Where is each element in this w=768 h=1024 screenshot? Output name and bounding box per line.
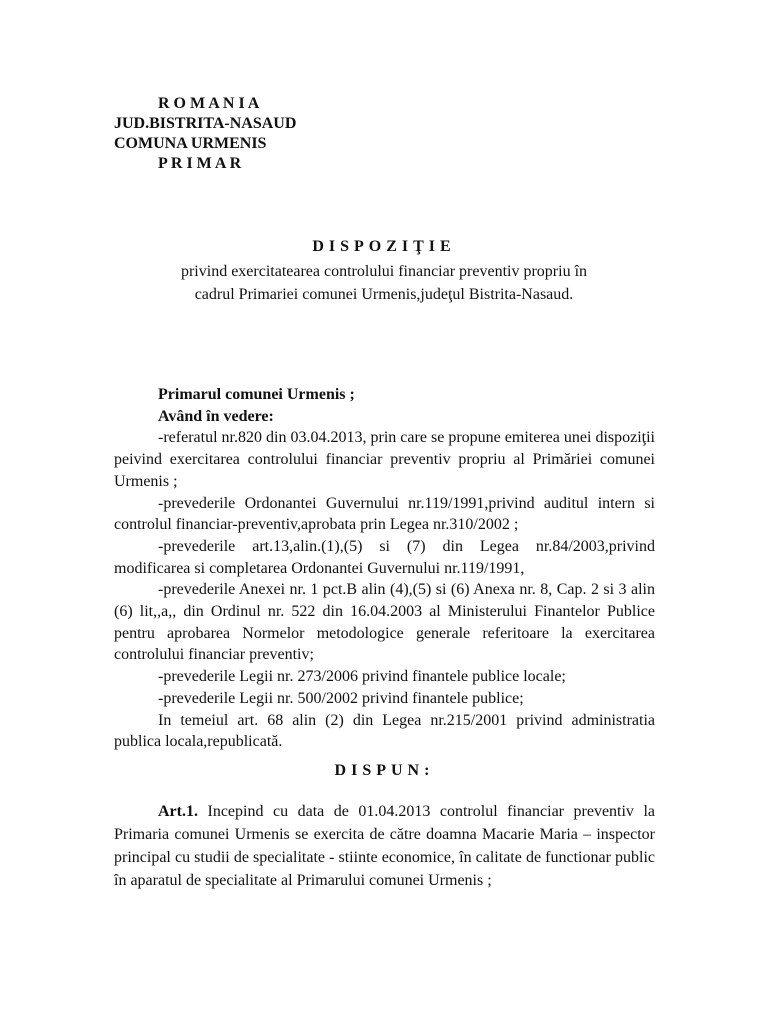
- document-title: DISPOZIŢIE: [312, 238, 456, 255]
- header-office: P R I M A R: [158, 155, 242, 172]
- considering-line: Având în vedere:: [158, 407, 274, 425]
- preamble: [114, 384, 655, 753]
- header-commune: COMUNA URMENIS: [114, 135, 267, 152]
- preamble-item: -prevederile art.13,alin.(1),(5) si (7) din Legea nr.84/2003,privind modificarea si completarea Ordonantei Guvernului nr.119/1991,: [114, 537, 655, 577]
- subtitle-line-1: privind exercitatearea controlului financiar preventiv propriu în: [180, 263, 588, 280]
- article-1-text: Incepind cu data de 01.04.2013 controlul financiar preventiv la Primaria comunei Urmenis se exercita de către doamna Macarie Maria – inspector principal cu studii de specialitate - stiinte economice, în calitate de functionar public în aparatul de specialitate al Primarului comunei Urmenis ;: [114, 803, 655, 889]
- issuer-line: Primarul comunei Urmenis ;: [158, 386, 355, 403]
- document-subtitle: [114, 260, 654, 306]
- article-1: [114, 800, 655, 892]
- preamble-item: -prevederile Anexei nr. 1 pct.B alin (4),(5) si (6) Anexa nr. 8, Cap. 2 si 3 alin (6) lit,,a,, din Ordinul nr. 522 din 16.04.2003 al Ministerului Finantelor Publice pentru aprobarea Normelor metodologice generale referitoare la exercitarea controlului financiar preventiv;: [114, 581, 655, 664]
- preamble-item: -prevederile Legii nr. 273/2006 privind finantele publice locale;: [158, 668, 566, 686]
- document-header: [114, 94, 296, 174]
- preamble-item: In temeiul art. 68 alin (2) din Legea nr.215/2001 privind administratia publica locala,republicată.: [114, 711, 655, 751]
- article-1-paragraph: [114, 800, 655, 892]
- preamble-item: -prevederile Legii nr. 500/2002 privind finantele publice;: [158, 689, 524, 707]
- decree-heading: DISPUN:: [334, 762, 435, 779]
- article-1-label: Art.1.: [158, 803, 198, 820]
- preamble-item: -referatul nr.820 din 03.04.2013, prin care se propune emiterea unei dispoziţii peivind exercitarea controlului financiar preventiv propriu al Primăriei comunei Urmenis ;: [114, 429, 655, 490]
- header-country: R O M A N I A: [158, 95, 260, 112]
- preamble-item: -prevederile Ordonantei Guvernului nr.119/1991,privind auditul intern si controlul financiar-preventiv,aprobata prin Legea nr.310/2002 ;: [114, 494, 655, 534]
- header-county: JUD.BISTRITA-NASAUD: [114, 115, 297, 132]
- subtitle-line-2: cadrul Primariei comunei Urmenis,judeţul Bistrita-Nasaud.: [194, 286, 574, 303]
